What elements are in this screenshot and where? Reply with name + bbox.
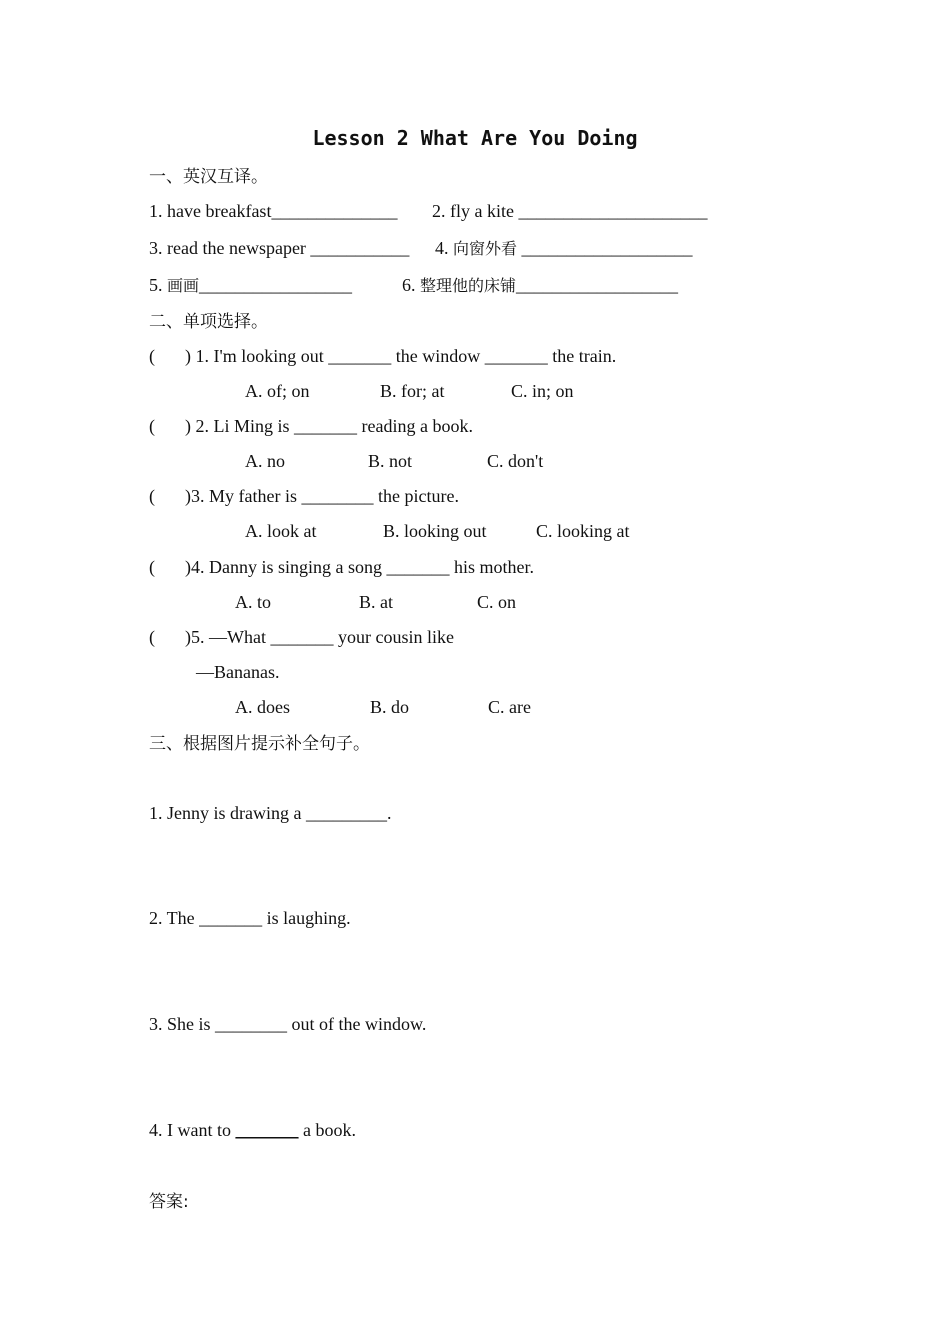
q5-answer-line: —Bananas.	[196, 662, 280, 682]
s1-item-6-cn: 整理他的床铺	[420, 276, 517, 295]
s1-item-1: 1. have breakfast______________	[149, 201, 398, 221]
q2-option-c: C. don't	[487, 451, 544, 471]
page-title: Lesson 2 What Are You Doing	[312, 126, 638, 150]
s1-item-4-cn: 向窗外看	[453, 239, 518, 258]
s1-item-5-cn: 画画	[167, 276, 200, 295]
section1-heading: 一、英汉互译。	[149, 167, 268, 187]
q5-option-a: A. does	[235, 697, 290, 717]
q3: ( )3. My father is ________ the picture.	[149, 486, 459, 506]
section2-heading: 二、单项选择。	[149, 312, 268, 332]
s1-item-6: 6. 整理他的床铺__________________	[402, 275, 679, 295]
q1: ( ) 1. I'm looking out _______ the window _______ the train.	[149, 346, 617, 366]
section3-heading: 三、根据图片提示补全句子。	[149, 734, 370, 754]
s3-sentence-4: 4. I want to _______ a book.	[149, 1120, 356, 1140]
q1-option-a: A. of; on	[245, 381, 310, 401]
q5: ( )5. —What _______ your cousin like	[149, 627, 454, 647]
s1-item-3: 3. read the newspaper ___________	[149, 238, 410, 258]
s1-item-5: 5. 画画_________________	[149, 275, 353, 295]
q4: ( )4. Danny is singing a song _______ his mother.	[149, 557, 534, 577]
s3-sentence-3: 3. She is ________ out of the window.	[149, 1014, 427, 1034]
q3-option-a: A. look at	[245, 521, 317, 541]
q4-option-c: C. on	[477, 592, 517, 612]
q5-option-c: C. are	[488, 697, 531, 717]
answers-label: 答案:	[149, 1192, 189, 1212]
q1-option-b: B. for; at	[380, 381, 445, 401]
s1-item-4: 4. 向窗外看 ___________________	[435, 238, 693, 258]
s1-item-2: 2. fly a kite _____________________	[432, 201, 708, 221]
q2-option-a: A. no	[245, 451, 285, 471]
q4-option-a: A. to	[235, 592, 271, 612]
s3-sentence-4-blank: _______	[235, 1120, 299, 1140]
q2: ( ) 2. Li Ming is _______ reading a book.	[149, 416, 473, 436]
q5-option-b: B. do	[370, 697, 410, 717]
q3-option-c: C. looking at	[536, 521, 630, 541]
s3-sentence-1: 1. Jenny is drawing a _________.	[149, 803, 392, 823]
q4-option-b: B. at	[359, 592, 393, 612]
q3-option-b: B. looking out	[383, 521, 487, 541]
q2-option-b: B. not	[368, 451, 413, 471]
q1-option-c: C. in; on	[511, 381, 574, 401]
s3-sentence-2: 2. The _______ is laughing.	[149, 908, 351, 928]
